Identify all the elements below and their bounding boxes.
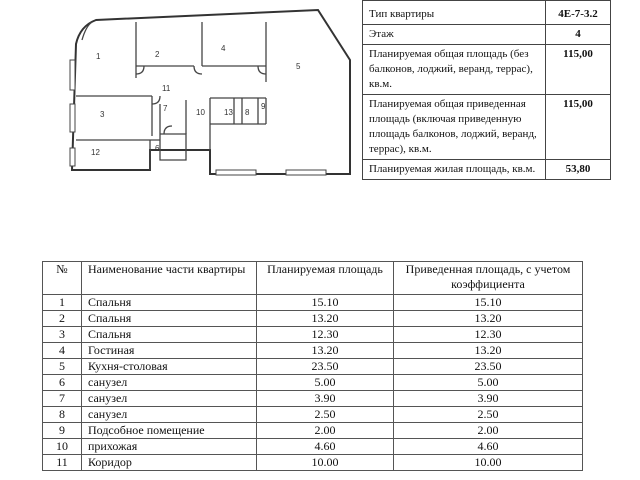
row-name: Спальня (82, 295, 257, 311)
row-area: 23.50 (257, 359, 394, 375)
row-name: санузел (82, 375, 257, 391)
info-value: 4 (546, 25, 611, 45)
room-label-4: 4 (221, 44, 226, 53)
room-label-2: 2 (155, 50, 160, 59)
row-area: 4.60 (257, 439, 394, 455)
floor-plan (66, 0, 352, 180)
room-label-7: 7 (163, 104, 168, 113)
room-label-11: 11 (162, 84, 171, 93)
row-num: 9 (43, 423, 82, 439)
row-name: Спальня (82, 311, 257, 327)
apartment-info-table (362, 0, 611, 180)
row-reduced: 4.60 (394, 439, 583, 455)
row-area: 2.50 (257, 407, 394, 423)
info-value: 115,00 (546, 95, 611, 160)
room-label-13: 13 (224, 108, 233, 117)
row-name: Коридор (82, 455, 257, 471)
info-row (363, 1, 611, 25)
table-header-row (43, 262, 583, 295)
room-label-6: 6 (155, 144, 160, 153)
row-reduced: 2.50 (394, 407, 583, 423)
room-label-3: 3 (100, 110, 105, 119)
header-area: Планируемая площадь (257, 262, 394, 295)
rooms-table (42, 261, 583, 471)
row-reduced: 5.00 (394, 375, 583, 391)
table-row (43, 423, 583, 439)
info-row (363, 160, 611, 180)
row-num: 8 (43, 407, 82, 423)
row-reduced: 3.90 (394, 391, 583, 407)
table-row (43, 343, 583, 359)
row-num: 6 (43, 375, 82, 391)
info-value: 4E-7-3.2 (546, 1, 611, 25)
info-row (363, 45, 611, 95)
header-reduced: Приведенная площадь, с учетом коэффициента (394, 262, 583, 295)
row-reduced: 13.20 (394, 343, 583, 359)
info-value: 115,00 (546, 45, 611, 95)
table-row (43, 295, 583, 311)
info-label: Этаж (363, 25, 546, 45)
row-num: 1 (43, 295, 82, 311)
row-area: 3.90 (257, 391, 394, 407)
info-row (363, 25, 611, 45)
room-label-5: 5 (296, 62, 301, 71)
info-label: Планируемая общая площадь (без балконов, лоджий, веранд, террас), кв.м. (363, 45, 546, 95)
table-row (43, 375, 583, 391)
room-label-12: 12 (91, 148, 100, 157)
row-reduced: 2.00 (394, 423, 583, 439)
table-row (43, 407, 583, 423)
room-label-10: 10 (196, 108, 205, 117)
info-row (363, 95, 611, 160)
row-num: 4 (43, 343, 82, 359)
row-name: санузел (82, 391, 257, 407)
table-row (43, 359, 583, 375)
row-area: 10.00 (257, 455, 394, 471)
row-name: Подсобное помещение (82, 423, 257, 439)
info-label: Тип квартиры (363, 1, 546, 25)
row-area: 13.20 (257, 311, 394, 327)
row-num: 3 (43, 327, 82, 343)
table-row (43, 455, 583, 471)
row-name: Спальня (82, 327, 257, 343)
row-reduced: 10.00 (394, 455, 583, 471)
row-area: 5.00 (257, 375, 394, 391)
row-num: 11 (43, 455, 82, 471)
row-name: прихожая (82, 439, 257, 455)
row-area: 2.00 (257, 423, 394, 439)
info-value: 53,80 (546, 160, 611, 180)
header-num: № (43, 262, 82, 295)
row-num: 2 (43, 311, 82, 327)
header-name: Наименование части квартиры (82, 262, 257, 295)
room-label-8: 8 (245, 108, 250, 117)
row-num: 10 (43, 439, 82, 455)
row-name: Кухня-столовая (82, 359, 257, 375)
table-row (43, 391, 583, 407)
row-num: 5 (43, 359, 82, 375)
table-row (43, 311, 583, 327)
room-label-9: 9 (261, 102, 266, 111)
floor-plan-drawing (66, 0, 352, 180)
room-label-1: 1 (96, 52, 101, 61)
row-area: 12.30 (257, 327, 394, 343)
row-reduced: 12.30 (394, 327, 583, 343)
row-reduced: 23.50 (394, 359, 583, 375)
info-label: Планируемая жилая площадь, кв.м. (363, 160, 546, 180)
row-num: 7 (43, 391, 82, 407)
row-name: Гостиная (82, 343, 257, 359)
row-area: 13.20 (257, 343, 394, 359)
row-reduced: 13.20 (394, 311, 583, 327)
table-row (43, 327, 583, 343)
table-row (43, 439, 583, 455)
info-label: Планируемая общая приведенная площадь (включая приведенную площадь балконов, лоджий, веранд, террас), кв.м. (363, 95, 546, 160)
row-name: санузел (82, 407, 257, 423)
row-area: 15.10 (257, 295, 394, 311)
row-reduced: 15.10 (394, 295, 583, 311)
